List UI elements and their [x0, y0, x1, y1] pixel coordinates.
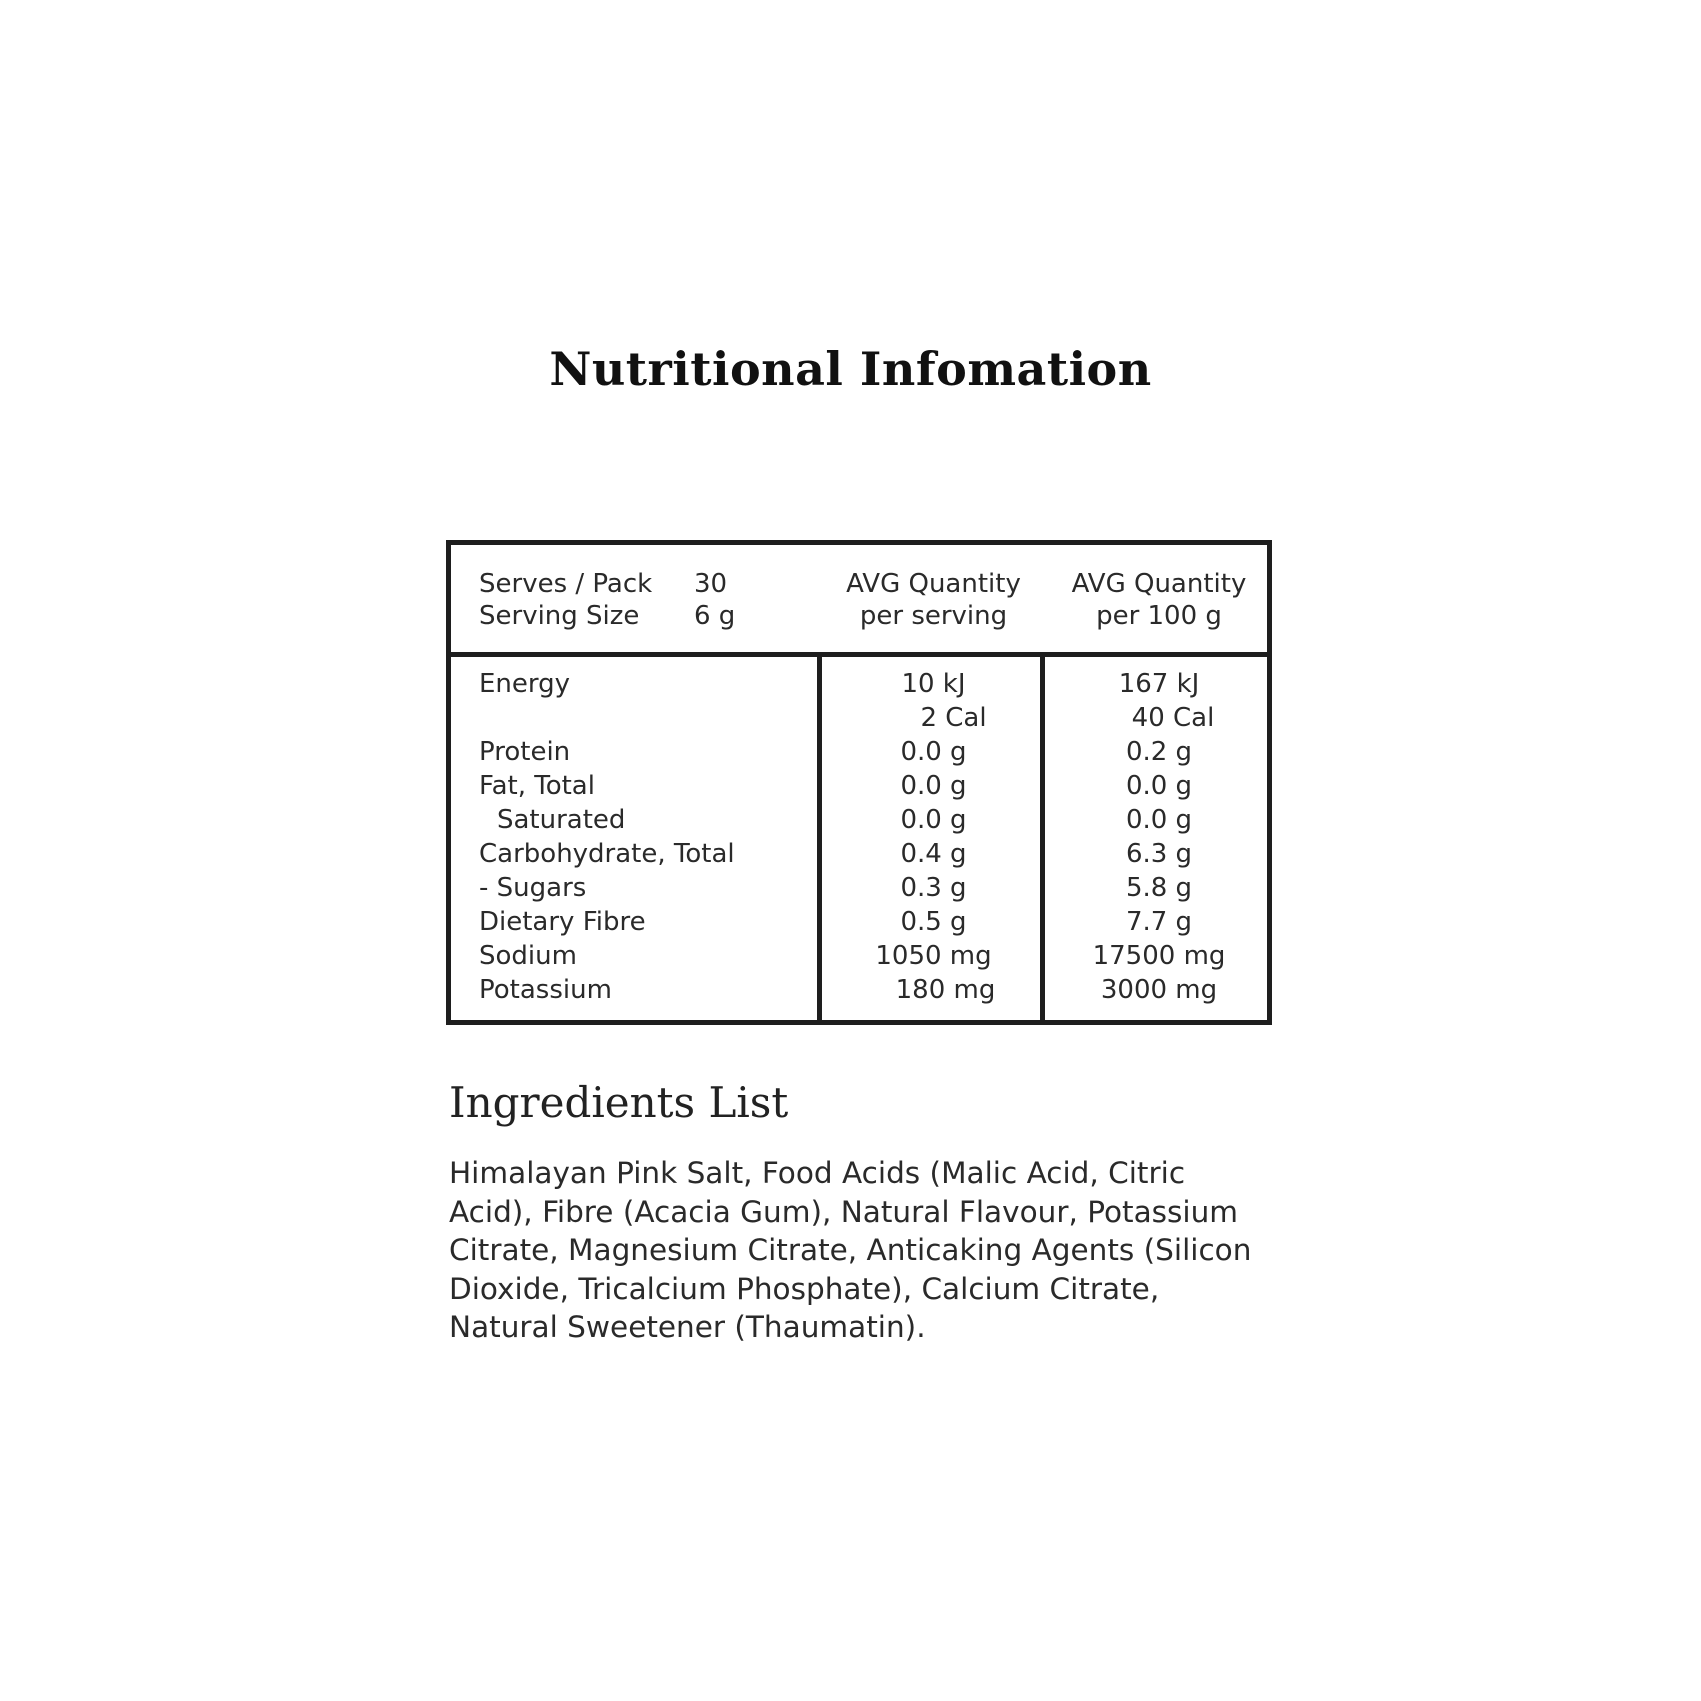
row-label: Energy [479, 669, 571, 699]
row-per-serving: 0.0 g [900, 737, 967, 767]
row-per-serving: 0.3 g [900, 873, 967, 903]
row-label: Potassium [479, 975, 612, 1005]
ingredients-text: Himalayan Pink Salt, Food Acids (Malic Acid, Citric Acid), Fibre (Acacia Gum), Natural Flavour, Potassium Citrate, Magnesium Citrate, Anticaking Agents (Silicon Dioxide, Tricalcium Phosphate), Calcium Citrate, Natural Sweetener (Thaumatin). [449, 1156, 1252, 1344]
row-per-100g: 6.3 g [1125, 839, 1193, 869]
row-per-100g: 17500 mg [1092, 941, 1226, 971]
row-label: Fat, Total [479, 771, 595, 801]
row-per-100g: 40 Cal [1131, 703, 1215, 733]
col-per-100g-line2: per 100 g [1096, 601, 1222, 631]
row-per-100g: 5.8 g [1125, 873, 1193, 903]
row-label: Saturated [497, 805, 626, 835]
row-per-serving: 10 kJ [901, 669, 966, 699]
row-label: Protein [479, 737, 571, 767]
row-per-100g: 0.0 g [1125, 805, 1193, 835]
row-label: Dietary Fibre [479, 907, 646, 937]
serves-label: Serves / Pack [479, 569, 653, 599]
serves-value: 30 [694, 569, 728, 599]
row-per-100g: 0.0 g [1125, 771, 1193, 801]
row-per-100g: 167 kJ [1118, 669, 1200, 699]
row-per-100g: 3000 mg [1100, 975, 1218, 1005]
row-per-serving: 0.5 g [900, 907, 967, 937]
ingredients-title: Ingredients List [449, 1078, 789, 1127]
serving-size-value: 6 g [694, 601, 736, 631]
header-divider [451, 652, 1267, 657]
row-label: Sodium [479, 941, 577, 971]
row-per-100g: 7.7 g [1125, 907, 1193, 937]
serving-size-label: Serving Size [479, 601, 640, 631]
row-per-serving: 1050 mg [875, 941, 992, 971]
row-per-serving: 2 Cal [920, 703, 987, 733]
row-per-serving: 0.0 g [900, 771, 967, 801]
nutrition-panel [446, 540, 1272, 1025]
row-per-serving: 0.0 g [900, 805, 967, 835]
col-per-100g-line1: AVG Quantity [1071, 569, 1247, 599]
col-per-serving-line2: per serving [859, 601, 1008, 631]
row-per-100g: 0.2 g [1125, 737, 1193, 767]
row-label: Carbohydrate, Total [479, 839, 735, 869]
col-per-serving-line1: AVG Quantity [846, 569, 1021, 599]
row-per-serving: 180 mg [895, 975, 996, 1005]
page-title: Nutritional Infomation [549, 342, 1152, 396]
row-label: - Sugars [479, 873, 587, 903]
row-per-serving: 0.4 g [900, 839, 967, 869]
